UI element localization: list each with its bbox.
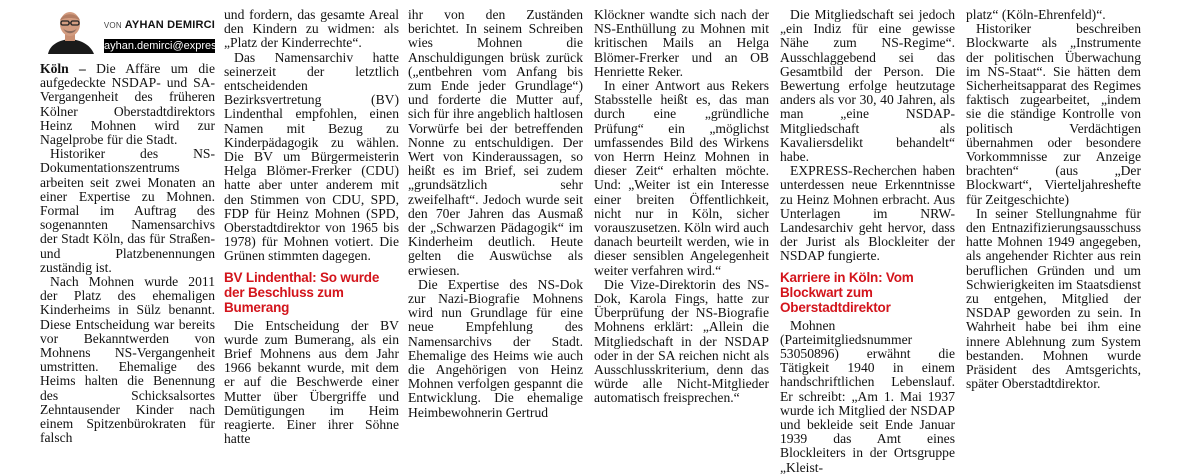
paragraph: Mohnen (Parteimitgliedsnummer 53050896) erwähnt die Tätigkeit 1940 in einem handschriftlichen Lebenslauf. Er schreibt: „Am 1. Mai 1937 wurde ich Mitglied der NSDAP und bekleide seit Ende Januar 1939 das Amt eines Blockleiters in der Ortsgruppe „Kleist- — [780, 317, 955, 475]
subheading: BV Lindenthal: So wurde der Beschluss zum Bumerang — [224, 269, 380, 315]
paragraph: Die Mitgliedschaft sei jedoch „ein Indiz für eine gewisse Nähe zum NS-Regime“. Ausschlaggebend sei das Gesamtbild der Person. Die Bewertung erfolge heutzutage anders als vor 30, 40 Jahren, als man „eine NSDAP-Mitgliedschaft als Kavaliersdelikt behandelt“ habe. — [780, 7, 955, 165]
paragraph: Die Expertise des NS-Dok zur Nazi-Biografie Mohnens wird nun Grundlage für eine neue Empfehlung des Namensarchivs der Stadt. Ehemalige des Heims wie auch die Angehörigen von Heinz Mohnen verfolgen gespannt die Entwicklung. Die ehemalige Heimbewohnerin Gertrud — [408, 276, 583, 420]
paragraph: Historiker des NS-Dokumentationszentrums arbeiten seit zwei Monaten an einer Expertise zu Mohnen. Formal im Auftrag des sogenannten Namensarchivs der Stadt Köln, das für Straßen- und Platzbenennungen zuständig ist. — [40, 146, 215, 275]
dateline: Köln – — [40, 61, 86, 76]
paragraph: Das Namensarchiv hatte seinerzeit der letztlich entscheidenden Bezirksvertretung (BV) Lindenthal empfohlen, einen Namen mit Bezug zu Kinderpädagogik zu wählen. Die BV um Bürgermeisterin Helga Blömer-Frerker (CDU) hatte aber unter anderem mit den Stimmen von CDU, SPD, FDP für Heinz Mohnen (SPD, Oberstadtdirektor von 1965 bis 1978) für Mohnen votiert. Die Grünen stimmten dagegen. — [224, 49, 399, 264]
author-photo — [40, 8, 102, 54]
lead-text: Die Affäre um die aufgedeckte NSDAP- und SA-Vergangenheit des früheren Kölner Oberstadtdirektors Heinz Mohnen wird zur Nagelprobe für die Stadt. — [40, 61, 215, 148]
author-byline — [40, 8, 238, 56]
paragraph: Historiker beschreiben Blockwarte als „Instrumente der politischen Überwachung im NS-Staat“. Sie hätten dem Sicherheitsapparat des Regimes faktisch zugearbeitet, „indem sie die ständige Kontrolle von politisch Verdächtigen übernahmen oder besondere Vorkommnisse zur Anzeige brachten“ (aus „Der Blockwart“, Vierteljahreshefte für Zeitgeschichte) — [966, 21, 1141, 207]
paragraph: EXPRESS-Recherchen haben unterdessen neue Erkenntnisse zu Heinz Mohnen erbracht. Aus Unterlagen im NRW-Landesarchiv geht hervor, dass der Jurist als Blockleiter der NSDAP fungierte. — [780, 163, 955, 264]
article-column-1 — [40, 8, 238, 446]
article-column-4 — [594, 8, 769, 406]
article-column-2 — [224, 8, 399, 446]
paragraph: In seiner Stellungnahme für den Entnazifizierungsausschuss hatte Mohnen 1949 angegeben, als angehender Richter aus rein beruflichen Gründen und um Schwierigkeiten im Staatsdienst zu entgehen, Mitglied der NSDAP geworden zu sein. In Wahrheit habe bei ihm eine innere Ablehnung zum System bestanden. Mohnen wurde Präsident des Amtsgerichts, später Oberstadtdirektor. — [966, 205, 1141, 392]
paragraph: Klöckner wandte sich nach der NS-Enthüllung zu Mohnen mit kritischen Mails an Helga Blömer-Frerker und an OB Henriette Reker. — [594, 7, 769, 79]
article-column-3 — [408, 8, 583, 420]
author-name: AYHAN DEMIRCI — [124, 19, 215, 31]
subheading: Karriere in Köln: Vom Blockwart zum Oberstadtdirektor — [780, 269, 914, 315]
paragraph: ihr von den Zuständen berichtet. In seinem Schreiben wies Mohnen die Anschuldigungen brüsk zurück („entbehren vom Anfang bis zum Ende jeder Grundlage“) und forderte die Mutter auf, sich für ihre angeblich haltlosen Vorwürfe bei der betreffenden Nonne zu entschuldigen. Der Wert von Kinderaussagen, so heißt es im Brief, sei zudem „grundsätzlich sehr zweifelhaft“. Jedoch wurde seit den 70er Jahren das Ausmaß der „Schwarzen Pädagogik“ im Kinderheim deutlich. Heute gelten die Auswüchse als erwiesen. — [408, 7, 583, 278]
paragraph: Die Vize-Direktorin des NS-Dok, Karola Fings, hatte zur Überprüfung der NS-Biografie Mohnens erklärt: „Allein die Mitgliedschaft in der NSDAP oder in der SA reichen nicht als Ausschlusskriterium, denn das würde alle Nicht-Mitglieder automatisch freisprechen.“ — [594, 276, 769, 406]
author-name-label — [104, 18, 215, 33]
paragraph: In einer Antwort aus Rekers Stabsstelle heißt es, das man durch eine „gründliche Prüfung“ ein „möglichst umfassendes Bild des Wirkens von Herrn Heinz Mohnen in dieser Zeit“ erhalten möchte. Und: „Weiter ist ein Interesse einer breiten Öffentlichkeit, nicht nur in Köln, sicher vorauszusetzen. Köln wird auch danach beurteilt werden, wie in dieser sensiblen Angelegenheit weiter verfahren wird.“ — [594, 78, 769, 278]
article-column-6 — [966, 8, 1141, 391]
paragraph: Die Entscheidung der BV wurde zum Bumerang, als ein Brief Mohnens aus dem Jahr 1966 bekannt wurde, mit dem er auf die Beschwerde einer Mutter über Übergriffe und Demütigungen im Heim reagierte. Einer ihrer Söhne hatte — [224, 317, 399, 447]
paragraph: platz“ (Köln-Ehrenfeld)“. — [966, 7, 1106, 22]
paragraph: Nach Mohnen wurde 2011 der Platz des ehemaligen Kinderheims in Sülz benannt. Diese Entscheidung war bereits vor Bekanntwerden von Mohnens NS-Vergangenheit umstritten. Ehemalige des Heims halten die Benennung des Schicksalsortes Zehntausender Kinder nach einem Spitzenbürokraten für falsch — [40, 274, 215, 446]
article-column-5 — [780, 8, 955, 475]
author-email[interactable]: ayhan.demirci@express.de — [104, 40, 238, 52]
byline-prefix: VON — [103, 21, 122, 30]
lead-paragraph — [40, 62, 215, 147]
paragraph: und fordern, das gesamte Areal den Kindern zu widmen: als „Platz der Kinderrechte“. — [224, 7, 399, 51]
